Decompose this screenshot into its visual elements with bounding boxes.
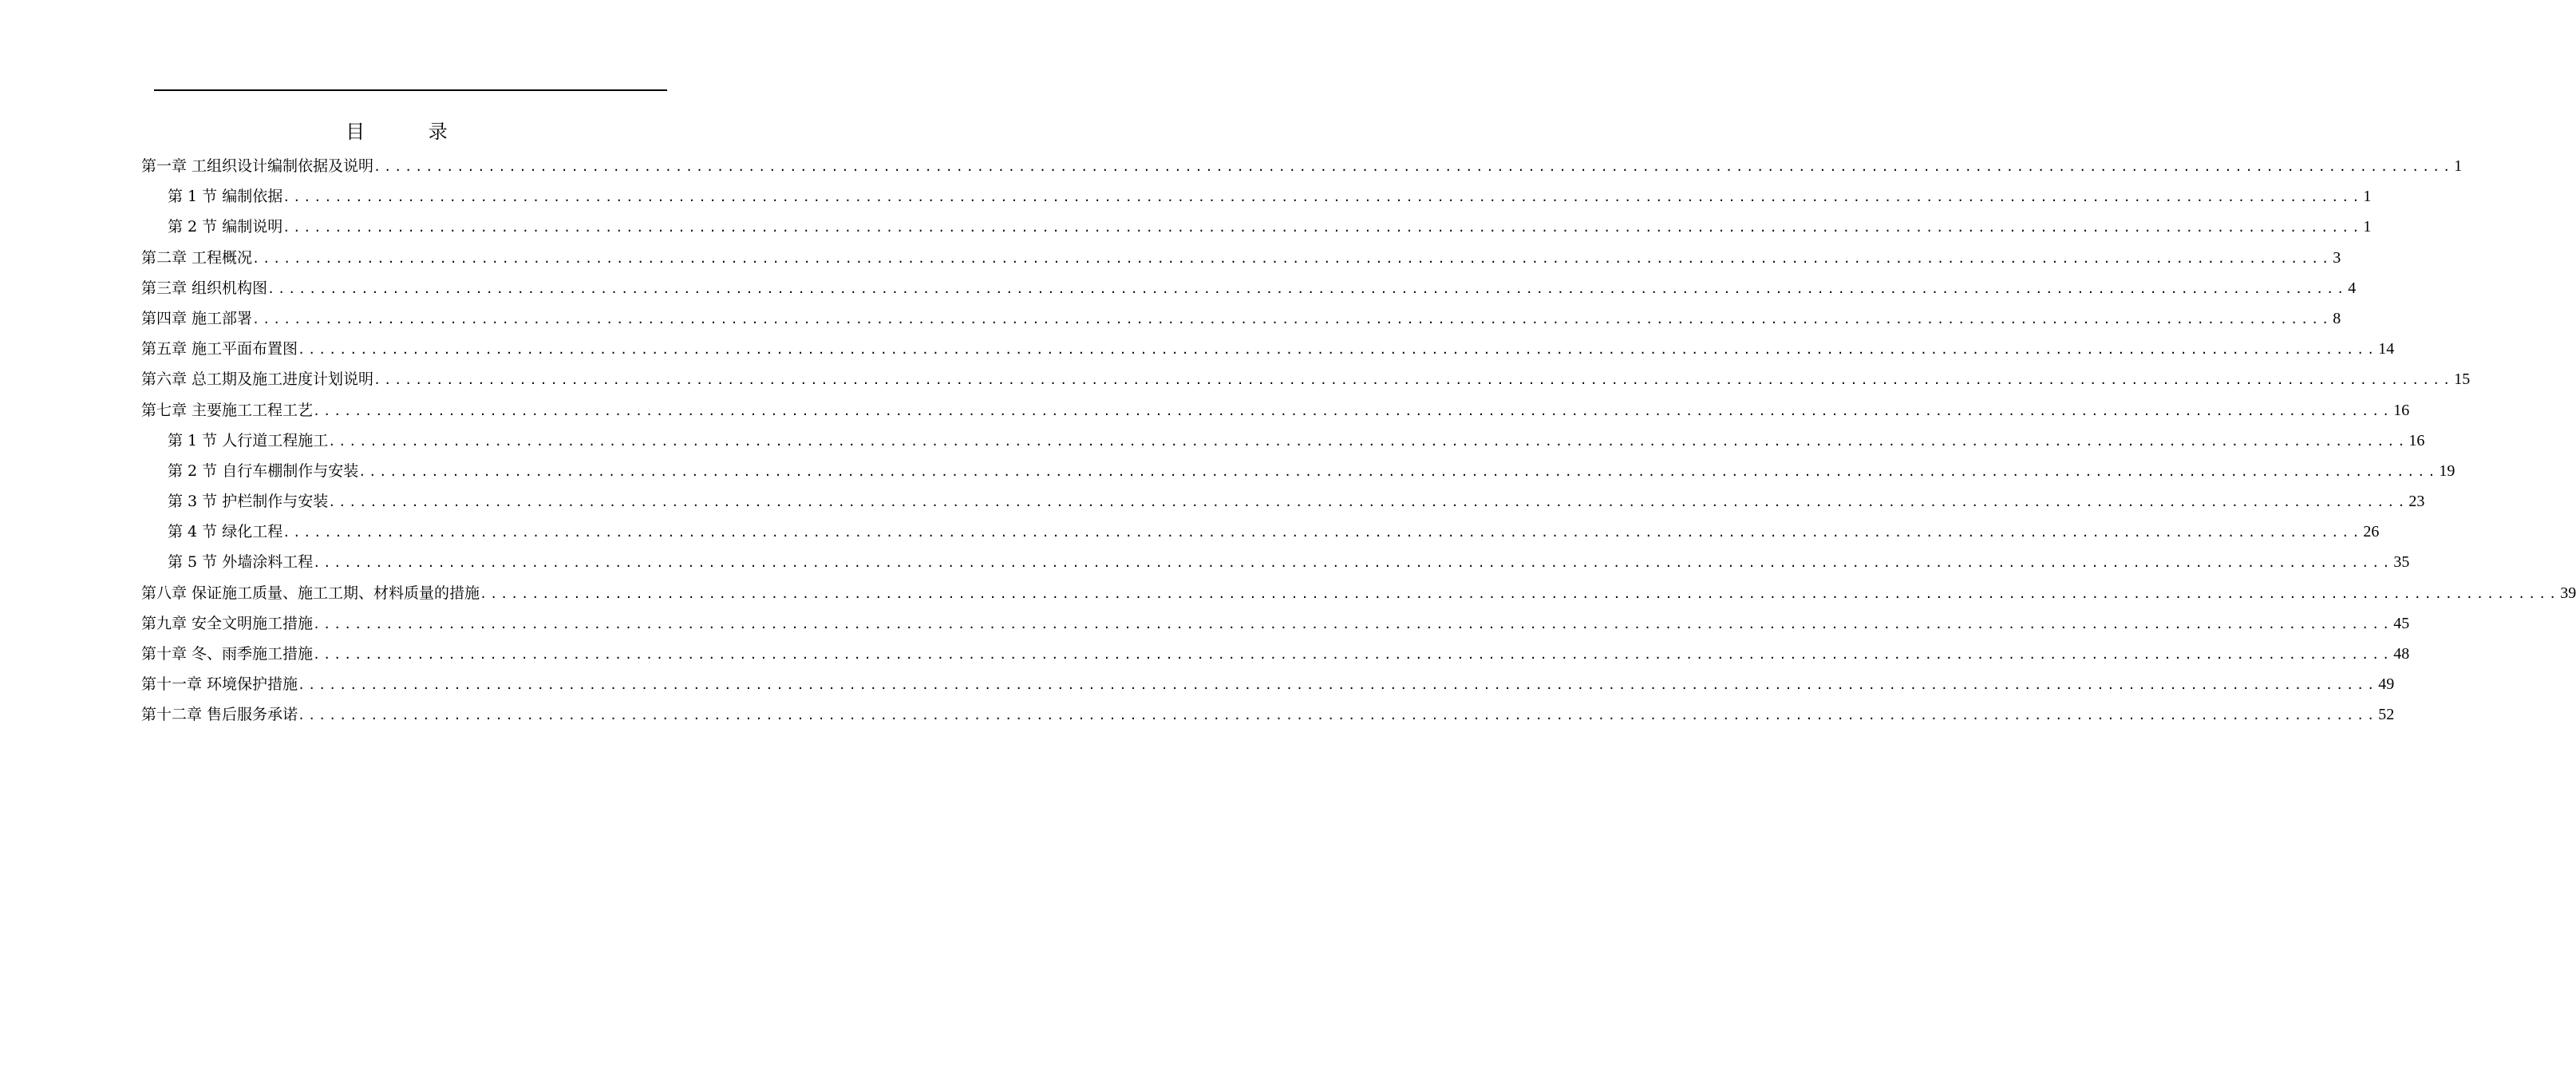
toc-entry-label: 第 2 节 编制说明 bbox=[168, 218, 283, 236]
toc-entry-label: 第 3 节 护栏制作与安装 bbox=[168, 493, 329, 511]
toc-chapter-entry[interactable] bbox=[141, 243, 2341, 273]
toc-page-number: 16 bbox=[2393, 401, 2410, 419]
toc-chapter-entry[interactable] bbox=[141, 639, 2410, 669]
toc-page-number: 1 bbox=[2363, 188, 2372, 206]
toc-page-number: 19 bbox=[2439, 461, 2455, 480]
toc-dot-leader: ........................................................................................................................................................................................................ bbox=[358, 464, 2439, 479]
toc-dot-leader: ........................................................................................................................................................................................................ bbox=[480, 586, 2560, 601]
toc-chapter-entry[interactable] bbox=[141, 151, 2463, 181]
toc-chapter-entry[interactable] bbox=[141, 334, 2395, 364]
toc-entry-label: 第十章 冬、雨季施工措施 bbox=[141, 645, 314, 663]
toc-chapter-entry[interactable] bbox=[141, 303, 2341, 334]
toc-chapter-entry[interactable] bbox=[141, 669, 2395, 699]
toc-entry-label: 第 1 节 人行道工程施工 bbox=[168, 431, 329, 449]
toc-dot-leader: ........................................................................................................................................................................................................ bbox=[298, 342, 2378, 358]
toc-page-number: 39 bbox=[2560, 584, 2576, 602]
toc-dot-leader: ........................................................................................................................................................................................................ bbox=[252, 251, 2333, 266]
toc-dot-leader: ........................................................................................................................................................................................................ bbox=[267, 281, 2348, 296]
toc-entry-label: 第 4 节 绿化工程 bbox=[168, 523, 283, 541]
toc-dot-leader: ........................................................................................................................................................................................................ bbox=[298, 708, 2378, 723]
toc-page-number: 15 bbox=[2454, 370, 2471, 389]
toc-chapter-entry[interactable] bbox=[141, 273, 2357, 303]
toc-dot-leader: ........................................................................................................................................................................................................ bbox=[298, 678, 2378, 693]
toc-entry-label: 第六章 总工期及施工进度计划说明 bbox=[141, 370, 374, 389]
toc-entry-label: 第二章 工程概况 bbox=[141, 248, 253, 267]
toc-title: 目 录 bbox=[346, 121, 476, 143]
toc-page-number: 1 bbox=[2363, 218, 2372, 236]
toc-page-number: 52 bbox=[2378, 706, 2395, 724]
toc-chapter-entry[interactable] bbox=[141, 364, 2471, 394]
toc-page-number: 4 bbox=[2348, 279, 2357, 297]
toc-page-number: 1 bbox=[2454, 157, 2463, 175]
toc-page-number: 48 bbox=[2393, 645, 2410, 663]
toc-chapter-entry[interactable] bbox=[141, 578, 2576, 608]
toc-chapter-entry[interactable] bbox=[141, 699, 2395, 730]
toc-page-number: 45 bbox=[2393, 614, 2410, 632]
toc-page-number: 23 bbox=[2408, 493, 2425, 511]
toc-entry-label: 第七章 主要施工工程工艺 bbox=[141, 401, 314, 419]
toc-section-entry[interactable] bbox=[141, 517, 2380, 547]
toc-page-number: 35 bbox=[2393, 553, 2410, 572]
toc-entry-label: 第三章 组织机构图 bbox=[141, 279, 268, 297]
toc-page-number: 16 bbox=[2408, 431, 2425, 449]
toc-dot-leader: ........................................................................................................................................................................................................ bbox=[313, 403, 2393, 418]
toc-entry-label: 第八章 保证施工质量、施工工期、材料质量的措施 bbox=[141, 584, 480, 602]
toc-section-entry[interactable] bbox=[141, 486, 2425, 517]
toc-list bbox=[141, 151, 2576, 731]
toc-entry-label: 第四章 施工部署 bbox=[141, 309, 253, 327]
toc-dot-leader: ........................................................................................................................................................................................................ bbox=[313, 556, 2393, 571]
toc-section-entry[interactable] bbox=[141, 426, 2425, 456]
toc-entry-label: 第 5 节 外墙涂料工程 bbox=[168, 553, 314, 572]
toc-section-entry[interactable] bbox=[141, 547, 2410, 577]
toc-dot-leader: ........................................................................................................................................................................................................ bbox=[282, 190, 2363, 205]
toc-page-number: 26 bbox=[2363, 523, 2380, 541]
toc-dot-leader: ........................................................................................................................................................................................................ bbox=[328, 434, 2408, 449]
toc-entry-label: 第一章 工组织设计编制依据及说明 bbox=[141, 157, 374, 175]
header-rule bbox=[154, 89, 667, 91]
toc-entry-label: 第五章 施工平面布置图 bbox=[141, 340, 298, 358]
toc-page-number: 8 bbox=[2333, 309, 2341, 327]
toc-dot-leader: ........................................................................................................................................................................................................ bbox=[313, 647, 2393, 662]
toc-dot-leader: ........................................................................................................................................................................................................ bbox=[252, 311, 2333, 327]
toc-chapter-entry[interactable] bbox=[141, 395, 2410, 426]
toc-dot-leader: ........................................................................................................................................................................................................ bbox=[373, 160, 2454, 174]
toc-dot-leader: ........................................................................................................................................................................................................ bbox=[328, 495, 2408, 510]
toc-entry-label: 第 2 节 自行车棚制作与安装 bbox=[168, 461, 359, 480]
toc-chapter-entry[interactable] bbox=[141, 608, 2410, 639]
toc-entry-label: 第十一章 环境保护措施 bbox=[141, 675, 298, 694]
toc-page-number: 14 bbox=[2378, 340, 2395, 358]
toc-entry-label: 第九章 安全文明施工措施 bbox=[141, 614, 314, 632]
toc-section-entry[interactable] bbox=[141, 212, 2372, 242]
toc-dot-leader: ........................................................................................................................................................................................................ bbox=[282, 220, 2363, 236]
toc-dot-leader: ........................................................................................................................................................................................................ bbox=[313, 616, 2393, 632]
toc-page-number: 3 bbox=[2333, 248, 2341, 267]
toc-entry-label: 第 1 节 编制依据 bbox=[168, 188, 283, 206]
toc-section-entry[interactable] bbox=[141, 456, 2455, 486]
toc-dot-leader: ........................................................................................................................................................................................................ bbox=[282, 525, 2363, 540]
toc-section-entry[interactable] bbox=[141, 181, 2372, 212]
toc-dot-leader: ........................................................................................................................................................................................................ bbox=[373, 373, 2454, 388]
toc-entry-label: 第十二章 售后服务承诺 bbox=[141, 706, 298, 724]
toc-page-number: 49 bbox=[2378, 675, 2395, 694]
